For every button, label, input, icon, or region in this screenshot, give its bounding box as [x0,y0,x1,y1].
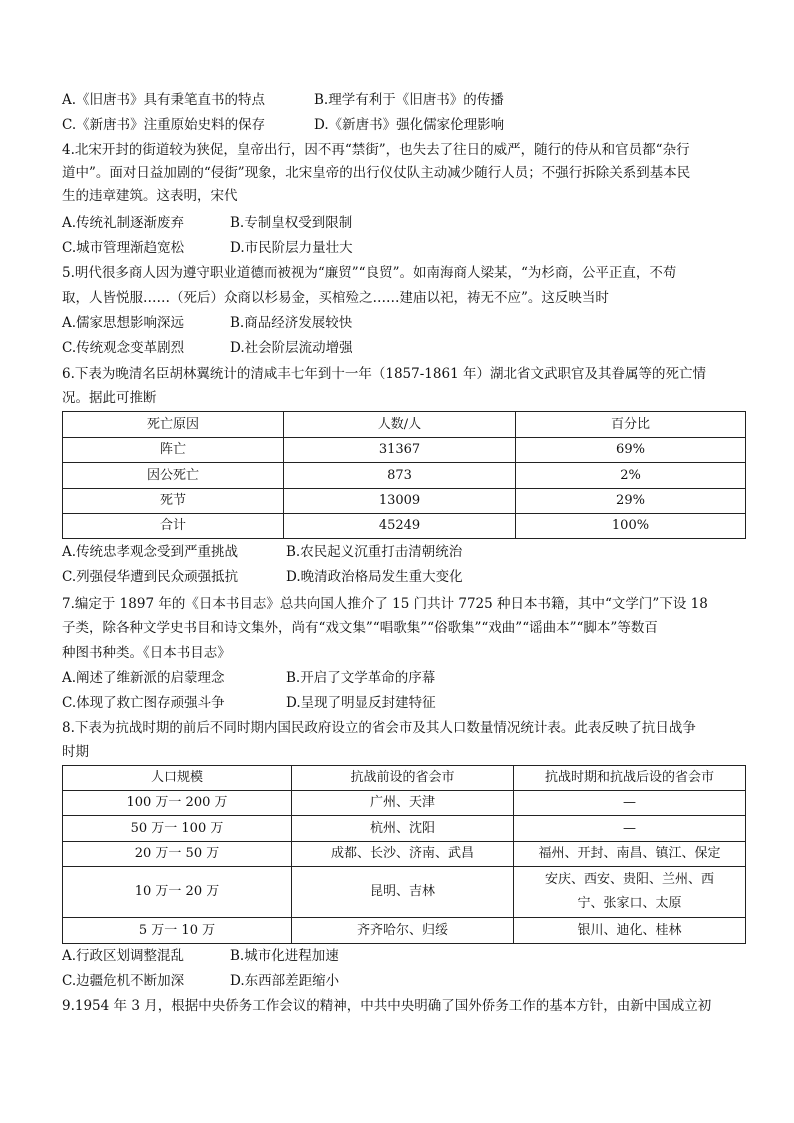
q6-option-c[interactable]: C.列强侵华遭到民众顽强抵抗 [62,569,239,585]
q4-option-a[interactable]: A.传统礼制逐渐废弃 [62,215,185,231]
table-cell: 昆明、吉林 [292,867,514,918]
q4-option-b[interactable]: B.专制皇权受到限制 [230,215,353,231]
q8-stem-line1: 8.下表为抗战时期的前后不同时期内国民政府设立的省会市及其人口数量情况统计表。此表反映了抗日战争 [62,720,696,736]
table-cell: 合计 [63,514,284,539]
table-header-cell: 死亡原因 [63,412,284,438]
table-row [63,791,746,816]
table-header-row [63,412,746,438]
table-row [63,463,746,489]
q4-stem-line1: 4.北宋开封的街道较为狭促，皇帝出行，因不再“禁街”，也失去了往日的威严，随行的侍从和官员都“杂行 [62,142,690,158]
q5-stem-line2: 取，人皆悦服……（死后）众商以杉易金，买棺殓之……建庙以祀，祷无不应”。这反映当时 [62,290,609,306]
q7-option-a[interactable]: A.阐述了维新派的启蒙理念 [62,670,225,686]
q8-option-d[interactable]: D.东西部差距缩小 [230,973,340,989]
q8-option-c[interactable]: C.边疆危机不断加深 [62,973,185,989]
q8-option-a[interactable]: A.行政区划调整混乱 [62,948,185,964]
q6-stem-line1: 6.下表为晚清名臣胡林翼统计的清咸丰七年到十一年（1857-1861 年）湖北省文武职官及其眷属等的死亡情 [62,366,706,382]
q3-option-c[interactable]: C.《新唐书》注重原始史料的保存 [62,117,266,133]
q4-option-d[interactable]: D.市民阶层力量壮大 [230,240,353,256]
table-header-cell: 人数/人 [284,412,516,438]
table-cell: 69% [516,438,746,463]
q4-option-c[interactable]: C.城市管理渐趋宽松 [62,240,185,256]
table-cell: 20 万一 50 万 [63,842,292,867]
table-cell: 福州、开封、南昌、镇江、保定 [514,842,746,867]
q5-option-a[interactable]: A.儒家思想影响深远 [62,315,185,331]
q7-option-b[interactable]: B.开启了文学革命的序幕 [286,670,436,686]
table-row [63,867,746,918]
table-cell: — [514,791,746,816]
q7-option-d[interactable]: D.呈现了明显反封建特征 [286,695,436,711]
q3-option-b[interactable]: B.理学有利于《旧唐书》的传播 [314,92,504,108]
table-cell: 10 万一 20 万 [63,867,292,918]
table-cell: 13009 [284,489,516,514]
table-cell: 50 万一 100 万 [63,816,292,842]
table-header-cell: 百分比 [516,412,746,438]
table-cell: 5 万一 10 万 [63,918,292,944]
q9-stem-line1: 9.1954 年 3 月，根据中央侨务工作会议的精神，中共中央明确了国外侨务工作的基本方针，由新中国成立初 [62,998,712,1014]
table-cell: 873 [284,463,516,489]
table-cell: 成都、长沙、济南、武昌 [292,842,514,867]
q8-option-b[interactable]: B.城市化进程加速 [230,948,339,964]
table-header-cell: 人口规模 [63,766,292,791]
q5-stem-line1: 5.明代很多商人因为遵守职业道德而被视为“廉贸”“良贸”。如南海商人梁某，“为杉商，公平正直，不苟 [62,265,677,281]
table-cell: 29% [516,489,746,514]
q4-stem-line3: 生的违章建筑。这表明，宋代 [62,188,238,204]
table-cell: 齐齐哈尔、归绥 [292,918,514,944]
q5-option-c[interactable]: C.传统观念变革剧烈 [62,340,185,356]
q3-option-d[interactable]: D.《新唐书》强化儒家伦理影响 [314,117,505,133]
q7-stem-line3: 种图书种类。《日本书目志》 [62,645,231,661]
q8-stem-line2: 时期 [62,744,89,760]
table-cell: 100 万一 200 万 [63,791,292,816]
table-cell: 广州、天津 [292,791,514,816]
table-cell: 45249 [284,514,516,539]
q7-stem-line2: 子类，除各种文学史书目和诗文集外，尚有“戏文集”“唱歌集”“俗歌集”“戏曲”“谣曲本”“脚本”等数百 [62,620,658,636]
q5-option-d[interactable]: D.社会阶层流动增强 [230,340,353,356]
table-row [63,489,746,514]
q6-option-b[interactable]: B.农民起义沉重打击清朝统治 [286,544,463,560]
table-cell: 杭州、沈阳 [292,816,514,842]
q6-death-table [62,411,746,539]
table-header-row [63,766,746,791]
table-cell: 2% [516,463,746,489]
table-row [63,438,746,463]
table-cell: 安庆、西安、贵阳、兰州、西宁、张家口、太原 [514,867,746,918]
table-cell: 100% [516,514,746,539]
q6-option-a[interactable]: A.传统忠孝观念受到严重挑战 [62,544,239,560]
table-cell: 银川、迪化、桂林 [514,918,746,944]
q6-stem-line2: 况。据此可推断 [62,390,157,406]
table-cell: 因公死亡 [63,463,284,489]
table-cell: 阵亡 [63,438,284,463]
q8-city-table [62,765,746,944]
table-header-cell: 抗战时期和抗战后设的省会市 [514,766,746,791]
q6-option-d[interactable]: D.晚清政治格局发生重大变化 [286,569,463,585]
table-cell: 死节 [63,489,284,514]
table-row [63,842,746,867]
table-row [63,918,746,944]
table-header-cell: 抗战前设的省会市 [292,766,514,791]
table-row [63,816,746,842]
table-cell: — [514,816,746,842]
q3-option-a[interactable]: A.《旧唐书》具有秉笔直书的特点 [62,92,266,108]
q7-stem-line1: 7.编定于 1897 年的《日本书目志》总共向国人推介了 15 门共计 7725 种日本书籍，其中“文学门”下设 18 [62,596,708,612]
table-cell: 31367 [284,438,516,463]
table-row [63,514,746,539]
q5-option-b[interactable]: B.商品经济发展较快 [230,315,353,331]
q7-option-c[interactable]: C.体现了救亡图存顽强斗争 [62,695,225,711]
q4-stem-line2: 道中”。面对日益加剧的“侵街”现象，北宋皇帝的出行仪仗队主动减少随行人员；不强行拆除关系到基本民 [62,165,691,181]
